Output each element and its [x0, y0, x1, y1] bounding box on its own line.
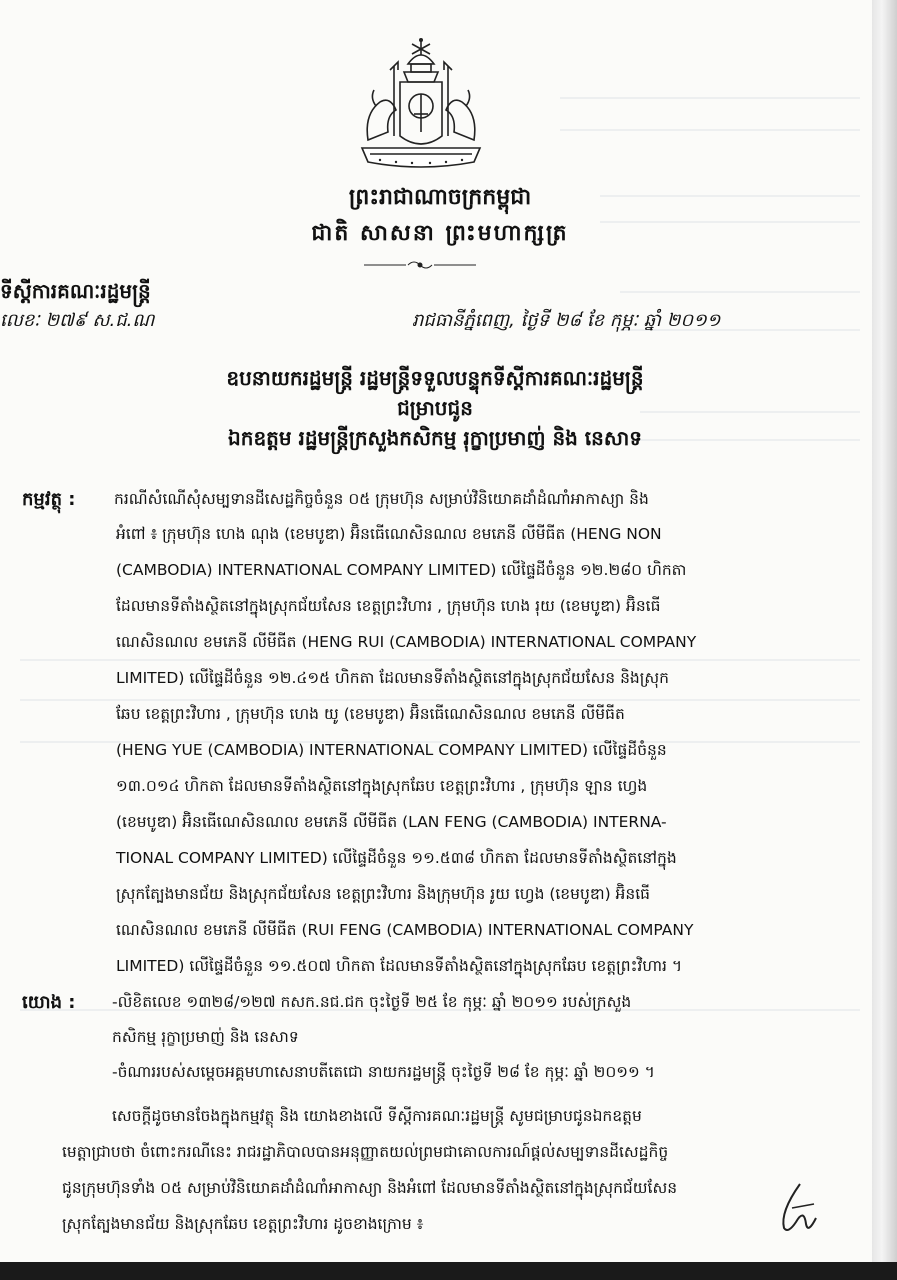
- subject-line: LIMITED) លើផ្ទៃដីចំនួន ១១.៥០៧ ហិកតា ដែលមានទីតាំងស្ថិតនៅក្នុងស្រុកឆែប ខេត្តព្រះវិហារ ។: [116, 957, 683, 975]
- scan-bottom-margin: [0, 1262, 897, 1280]
- subject-line: ណេសិនណល ខមភេនី លីមីធីត (HENG RUI (CAMBODIA) INTERNATIONAL COMPANY: [116, 633, 697, 651]
- subject-line: ស្រុកត្បែងមានជ័យ និងស្រុកជ័យសែន ខេត្តព្រះវិហារ និងក្រុមហ៊ុន រូយ ហ្វេង (ខេមបូឌា) អ៊ិនធើ: [116, 885, 650, 903]
- body-line: មេត្តាជ្រាបថា ចំពោះករណីនេះ រាជរដ្ឋាភិបាលបានអនុញ្ញាតយល់ព្រមជាគោលការណ៍ផ្តល់សម្បទានដីសេដ្ឋកិច្ច: [62, 1143, 669, 1161]
- salutation: ជម្រាបជូន: [397, 396, 473, 420]
- sender-title: ឧបនាយករដ្ឋមន្ត្រី រដ្ឋមន្ត្រីទទួលបន្ទុកទីស្តីការគណៈរដ្ឋមន្ត្រី: [226, 366, 644, 390]
- scan-right-margin: [872, 0, 897, 1280]
- body-line: ជូនក្រុមហ៊ុនទាំង ០៥ សម្រាប់វិនិយោគដាំដំណាំអាកាស្យា និងអំពៅ ដែលមានទីតាំងស្ថិតនៅក្នុងស្រុកជ័យសែន: [62, 1179, 678, 1197]
- document-date: រាជធានីភ្នំពេញ, ថ្ងៃទី ២៨ ខែ កុម្ភៈ ឆ្នាំ ២០១១: [412, 310, 721, 331]
- reference-label: យោង :: [22, 992, 76, 1013]
- body-line: ស្រុកត្បែងមានជ័យ និងស្រុកឆែប ខេត្តព្រះវិហារ ដូចខាងក្រោម ៖: [62, 1215, 424, 1233]
- subject-line: (CAMBODIA) INTERNATIONAL COMPANY LIMITED) លើផ្ទៃដីចំនួន ១២.២៨០ ហិកតា: [116, 561, 687, 579]
- divider-flourish-icon: [360, 258, 480, 272]
- subject-line: ១៣.០១៤ ហិកតា ដែលមានទីតាំងស្ថិតនៅក្នុងស្រុកឆែប ខេត្តព្រះវិហារ , ក្រុមហ៊ុន ឡាន ហ្វេង: [116, 777, 648, 795]
- subject-line: ដែលមានទីតាំងស្ថិតនៅក្នុងស្រុកជ័យសែន ខេត្តព្រះវិហារ , ក្រុមហ៊ុន ហេង រុយ (ខេមបូឌា) អ៊ិនធើ: [116, 597, 661, 615]
- royal-coat-of-arms-icon: [356, 36, 486, 174]
- reference-number: លេខៈ ២៧៩ ស.ជ.ណ: [0, 310, 155, 331]
- handwritten-initials-icon: [770, 1178, 830, 1238]
- subject-label: កម្មវត្ថុ :: [22, 489, 76, 510]
- issuing-office: ទីស្តីការគណៈរដ្ឋមន្ត្រី: [0, 279, 151, 303]
- subject-line: (HENG YUE (CAMBODIA) INTERNATIONAL COMPANY LIMITED) លើផ្ទៃដីចំនួន: [116, 741, 667, 759]
- reference-line: កសិកម្ម រុក្ខាប្រមាញ់ និង នេសាទ: [112, 1028, 299, 1046]
- subject-line: TIONAL COMPANY LIMITED) លើផ្ទៃដីចំនួន ១១.៥៣៨ ហិកតា ដែលមានទីតាំងស្ថិតនៅក្នុង: [116, 849, 677, 867]
- subject-line: ឆែប ខេត្តព្រះវិហារ , ក្រុមហ៊ុន ហេង យូ (ខេមបូឌា) អ៊ិនធើណេសិនណល ខមភេនី លីមីធីត: [116, 705, 625, 723]
- subject-line: LIMITED) លើផ្ទៃដីចំនួន ១២.៤១៥ ហិកតា ដែលមានទីតាំងស្ថិតនៅក្នុងស្រុកជ័យសែន និងស្រុក: [116, 669, 669, 687]
- subject-line: ណេសិនណល ខមភេនី លីមីធីត (RUI FENG (CAMBODIA) INTERNATIONAL COMPANY: [116, 921, 694, 939]
- reference-line: -ចំណាររបស់សម្តេចអគ្គមហាសេនាបតីតេជោ នាយករដ្ឋមន្ត្រី ចុះថ្ងៃទី ២៨ ខែ កុម្ភៈ ឆ្នាំ ២០១១ ។: [112, 1063, 655, 1081]
- subject-line: ករណីសំណើសុំសម្បទានដីសេដ្ឋកិច្ចចំនួន ០៥ ក្រុមហ៊ុន សម្រាប់វិនិយោគដាំដំណាំអាកាស្យា និង: [114, 490, 649, 508]
- national-motto: ជាតិ សាសនា ព្រះមហាក្សត្រ: [311, 221, 569, 246]
- body-line: សេចក្តីដូចមានចែងក្នុងកម្មវត្ថុ និង យោងខាងលើ ទីស្តីការគណៈរដ្ឋមន្ត្រី សូមជម្រាបជូនឯកឧត្តម: [112, 1107, 642, 1125]
- subject-line: (ខេមបូឌា) អ៊ិនធើណេសិនណល ខមភេនី លីមីធីត (LAN FENG (CAMBODIA) INTERNA-: [116, 813, 667, 831]
- subject-line: អំពៅ ៖ ក្រុមហ៊ុន ហេង ណុង (ខេមបូឌា) អ៊ិនធើណេសិនណល ខមភេនី លីមីធីត (HENG NON: [116, 525, 662, 543]
- recipient-title: ឯកឧត្តម រដ្ឋមន្ត្រីក្រសួងកសិកម្ម រុក្ខាប្រមាញ់ និង នេសាទ: [228, 426, 642, 450]
- kingdom-heading: ព្រះរាជាណាចក្រកម្ពុជា: [348, 185, 532, 210]
- reference-line: -លិខិតលេខ ១៣២៨/១២៧ កសក.នជ.ជក ចុះថ្ងៃទី ២៥ ខែ កុម្ភៈ ឆ្នាំ ២០១១ របស់ក្រសួង: [112, 993, 632, 1011]
